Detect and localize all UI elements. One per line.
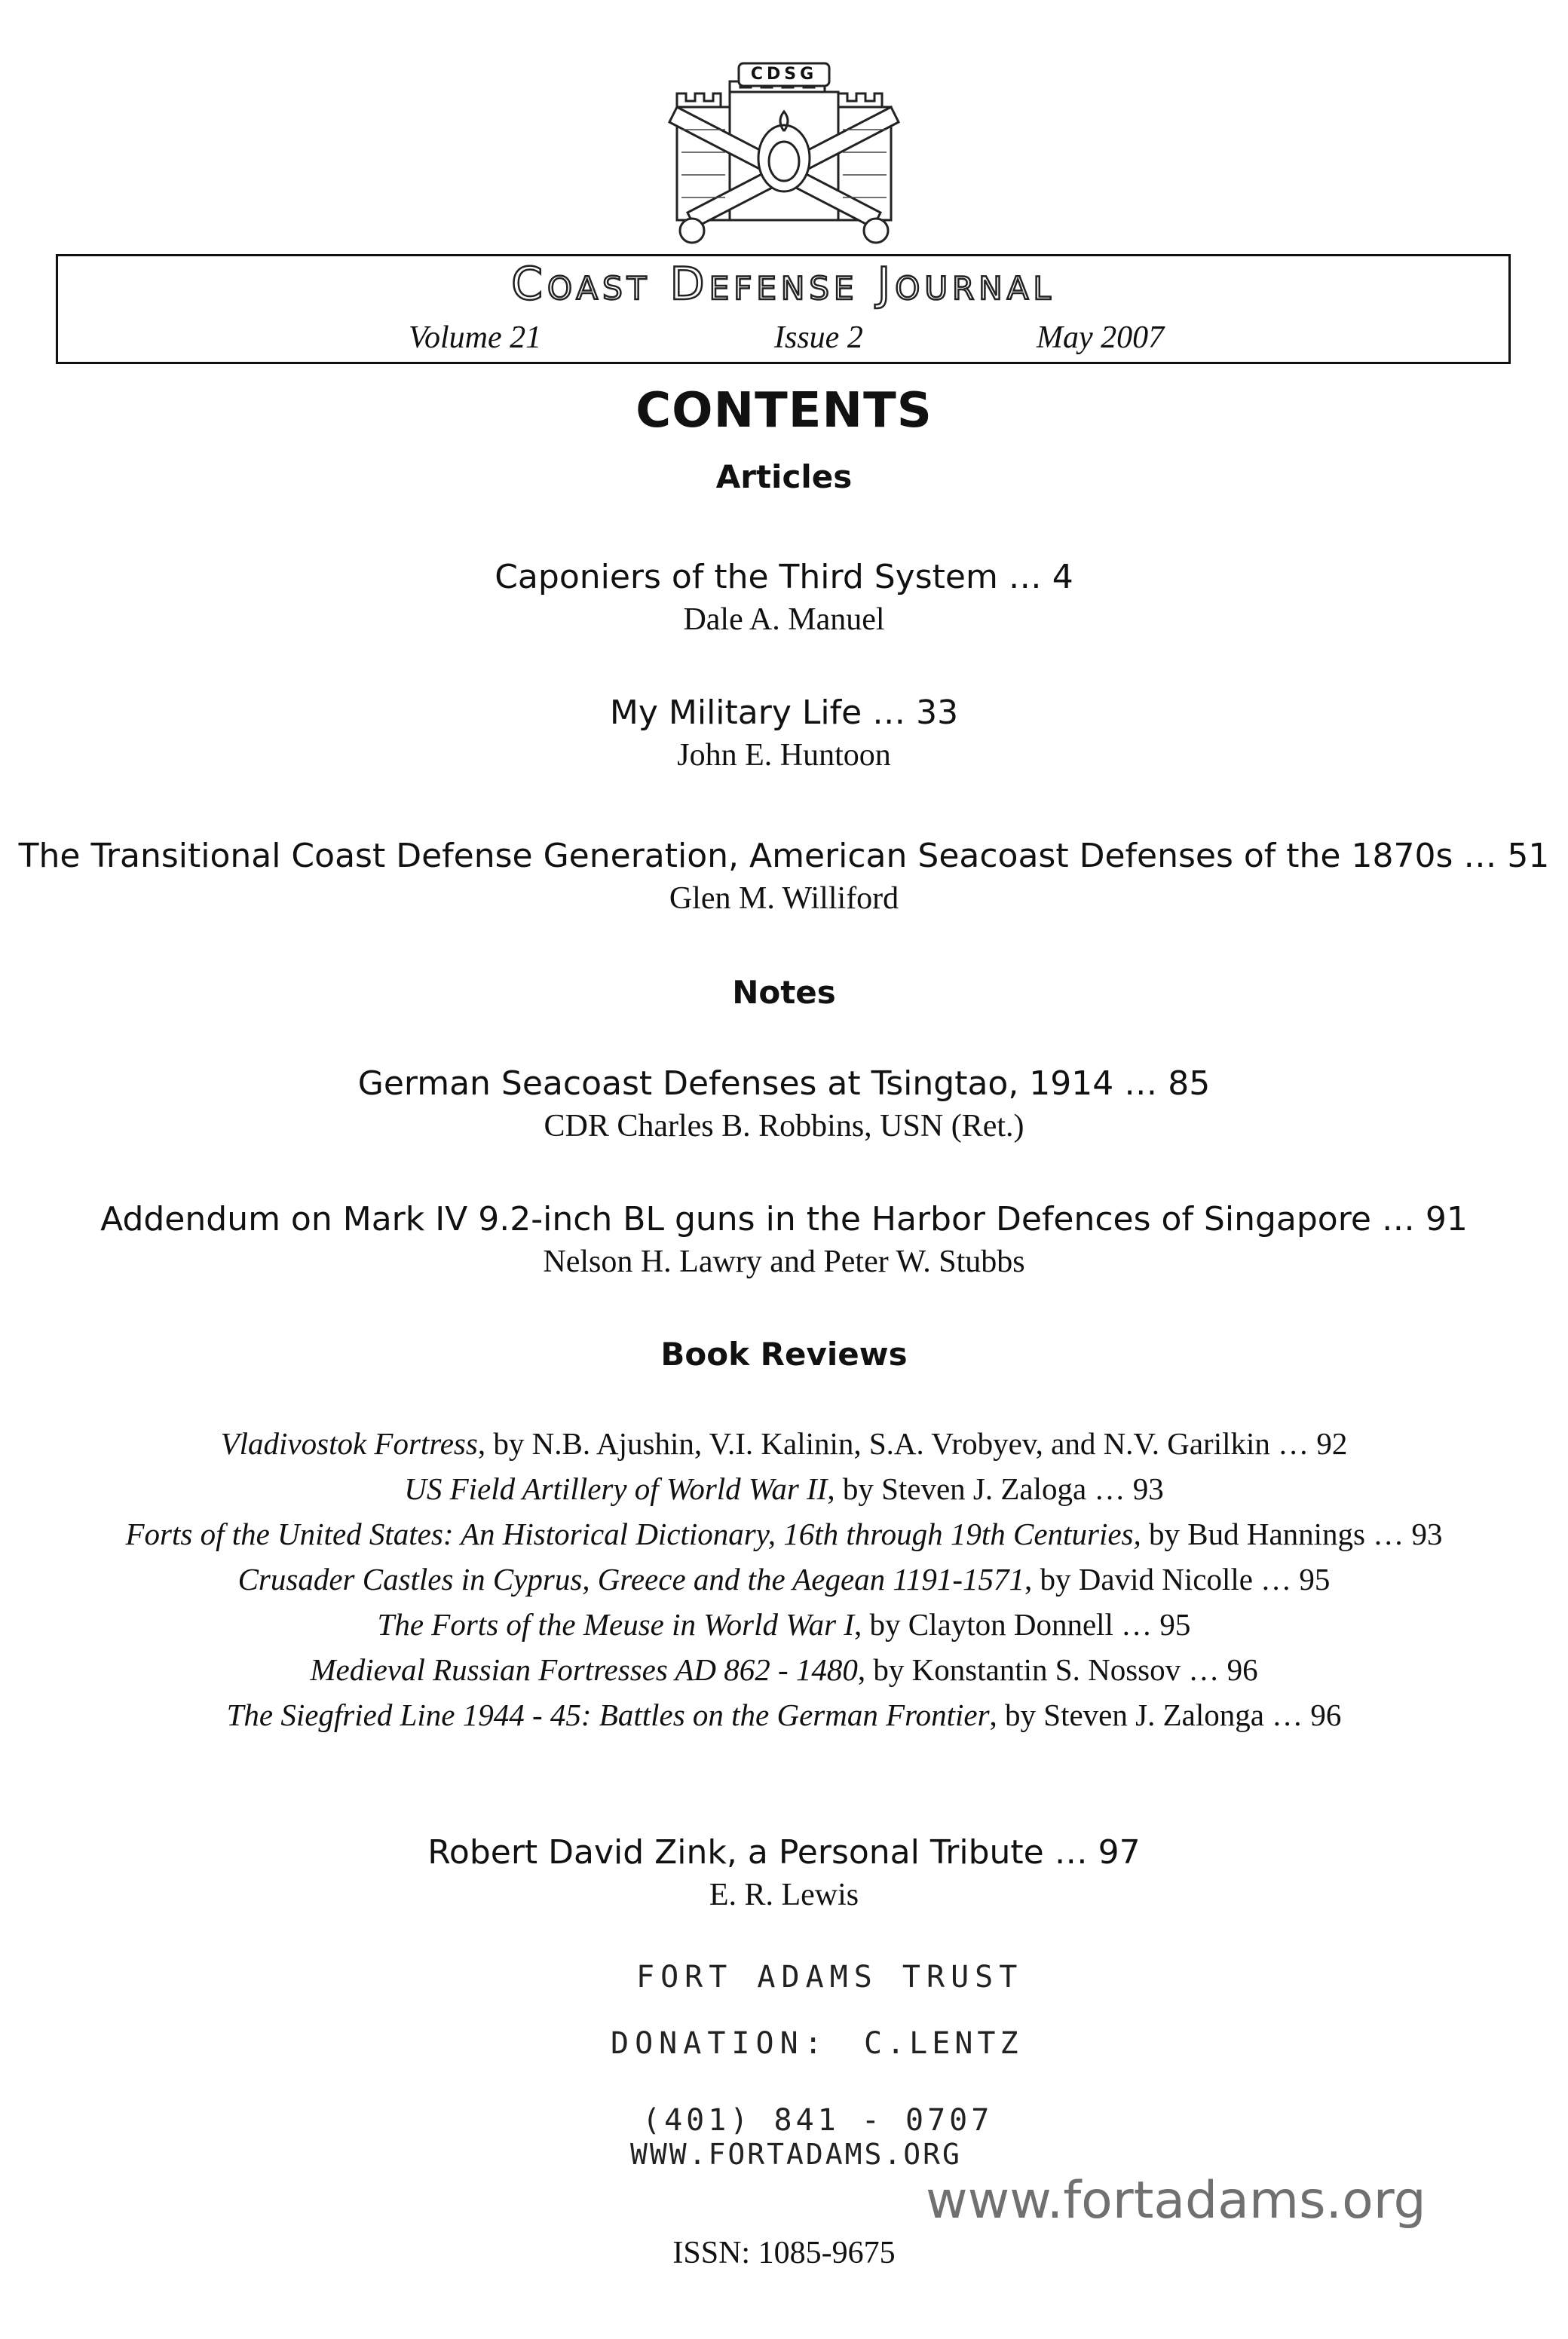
review-entry [15, 1557, 1553, 1602]
stamp-line: FORT ADAMS TRUST [636, 1960, 1024, 1995]
article-title: The Transitional Coast Defense Generation, American Seacoast Defenses of the 1870s … 51 [18, 837, 1550, 875]
note-entry [15, 1063, 1553, 1146]
review-book-title: Medieval Russian Fortresses AD 862 - 1480 [310, 1652, 858, 1687]
review-entry [15, 1602, 1553, 1647]
stamp-line: DONATION: [611, 2026, 828, 2061]
tribute-author: E. R. Lewis [709, 1878, 859, 1912]
book-reviews-list [15, 1421, 1553, 1737]
review-book-title: Forts of the United States: An Historical Dictionary, 16th through 19th Centuries, [125, 1517, 1141, 1551]
tribute-entry [15, 1832, 1553, 1915]
review-entry [15, 1511, 1553, 1557]
issue-number: Issue 2 [774, 320, 863, 355]
review-entry [15, 1692, 1553, 1737]
article-title: Caponiers of the Third System … 4 [495, 558, 1073, 596]
article-author: John E. Huntoon [677, 738, 891, 773]
contents-title: CONTENTS [635, 383, 933, 439]
note-author: CDR Charles B. Robbins, USN (Ret.) [544, 1109, 1024, 1143]
watermark: www.fortadams.org [926, 2171, 1426, 2230]
article-author: Glen M. Williford [669, 881, 899, 916]
articles-heading: Articles [715, 458, 853, 495]
review-details: by Bud Hannings … 93 [1141, 1517, 1443, 1551]
review-book-title: Vladivostok Fortress [220, 1426, 478, 1461]
review-details: , by Konstantin S. Nossov … 96 [857, 1652, 1258, 1687]
journal-title: Coast Defense Journal [511, 258, 1055, 311]
article-entry [15, 835, 1553, 918]
donation-stamp [596, 1960, 1024, 2186]
note-author: Nelson H. Lawry and Peter W. Stubbs [543, 1245, 1025, 1279]
issue-date: May 2007 [1037, 320, 1165, 355]
logo-label: CDSG [750, 65, 818, 84]
review-details: , by Steven J. Zaloga … 93 [827, 1471, 1164, 1506]
masthead [56, 254, 1511, 364]
article-author: Dale A. Manuel [683, 602, 885, 637]
volume-number: Volume 21 [409, 320, 542, 355]
review-details: , by Steven J. Zalonga … 96 [989, 1698, 1342, 1732]
book-reviews-heading: Book Reviews [660, 1336, 908, 1373]
review-details: , by David Nicolle … 95 [1024, 1562, 1331, 1597]
tribute-title: Robert David Zink, a Personal Tribute … 97 [427, 1833, 1141, 1872]
note-entry [15, 1199, 1553, 1281]
cdsg-logo [654, 62, 914, 247]
review-details: , by N.B. Ajushin, V.I. Kalinin, S.A. Vrobyev, and N.V. Garilkin … 92 [477, 1426, 1348, 1461]
note-title: German Seacoast Defenses at Tsingtao, 1914 … 85 [357, 1064, 1211, 1103]
review-entry [15, 1647, 1553, 1692]
review-book-title: US Field Artillery of World War II [404, 1471, 828, 1506]
article-title: My Military Life … 33 [609, 693, 959, 732]
issn: ISSN: 1085-9675 [672, 2236, 896, 2270]
review-book-title: The Siegfried Line 1944 - 45: Battles on the German Frontier [226, 1698, 990, 1732]
article-entry [15, 692, 1553, 775]
review-details: , by Clayton Donnell … 95 [854, 1607, 1191, 1642]
review-book-title: Crusader Castles in Cyprus, Greece and the Aegean 1191-1571 [237, 1562, 1025, 1597]
stamp-line: WWW.FORTADAMS.ORG [630, 2138, 962, 2171]
review-entry [15, 1421, 1553, 1466]
review-entry [15, 1466, 1553, 1511]
article-entry [15, 556, 1553, 639]
note-title: Addendum on Mark IV 9.2-inch BL guns in the Harbor Defences of Singapore … 91 [100, 1200, 1468, 1238]
stamp-line: (401) 841 - 0707 [642, 2103, 994, 2138]
notes-heading: Notes [732, 974, 836, 1011]
review-book-title: The Forts of the Meuse in World War I [377, 1607, 855, 1642]
stamp-line: C.LENTZ [864, 2026, 1023, 2061]
